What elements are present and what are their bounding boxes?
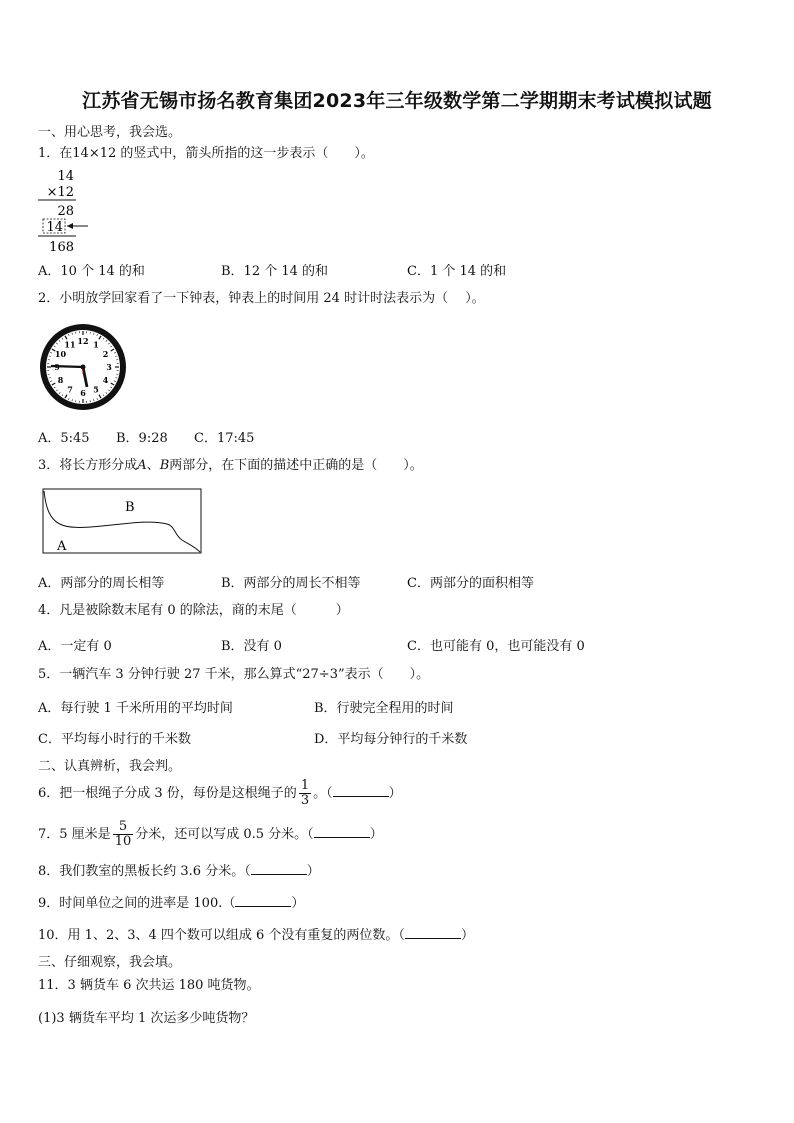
q3-option-a[interactable]: A．两部分的周长相等 (38, 576, 165, 591)
q3-option-c[interactable]: C．两部分的面积相等 (407, 576, 534, 591)
q2-option-b[interactable]: B．9:28 (116, 431, 168, 446)
answer-blank-9[interactable] (235, 894, 291, 907)
clock-number: 6 (80, 388, 86, 398)
clock-number: 3 (106, 362, 112, 372)
dividing-curve (44, 491, 200, 552)
question-11-text: 11．3 辆货车 6 次共运 180 吨货物。 (38, 978, 260, 993)
q5-option-a[interactable]: A．每行驶 1 千米所用的平均时间 (38, 701, 233, 716)
section-1-heading: 一、用心思考，我会选。 (38, 125, 182, 140)
question-7: 7．5 厘米是 $\frac{5}{10}$ 分米，还可以写成 0.5 分米。（ ） (38, 819, 383, 849)
section-2-heading: 二、认真辨析，我会判。 (38, 759, 182, 774)
q4-option-b[interactable]: B．没有 0 (221, 639, 282, 654)
rectangle-outline (43, 489, 201, 553)
page-title: 江苏省无锡市扬名教育集团2023年三年级数学第二学期期末考试模拟试题 (82, 90, 712, 112)
clock-number: 10 (54, 349, 67, 359)
vertical-multiplication-figure (30, 166, 100, 258)
q5-option-b[interactable]: B．行驶完全程用的时间 (314, 701, 454, 716)
clock-number: 7 (67, 384, 73, 395)
part-a-label: A (57, 539, 67, 554)
q1-option-a[interactable]: A．10 个 14 的和 (38, 264, 145, 279)
question-5-text: 5．一辆汽车 3 分钟行驶 27 千米，那么算式“27÷3”表示（ ）。 (38, 667, 430, 682)
q5-option-c[interactable]: C．平均每小时行的千米数 (38, 732, 191, 747)
question-3-text: 3．将长方形分成A、B两部分，在下面的描述中正确的是（ ）。 (38, 458, 423, 473)
q2-option-c[interactable]: C．17:45 (194, 431, 255, 446)
partial-product-1: 28 (57, 204, 74, 219)
q1-option-b[interactable]: B．12 个 14 的和 (221, 264, 329, 279)
product: 168 (49, 240, 74, 255)
clock-number: 1 (93, 339, 99, 350)
clock-figure (37, 322, 129, 412)
arrow-head-icon (67, 223, 73, 229)
q2-option-a[interactable]: A．5:45 (38, 431, 90, 446)
question-6: 6．把一根绳子分成 3 份，每份是这根绳子的 $\frac{1}{3}$ 。（ ） (38, 778, 402, 808)
answer-blank-10[interactable] (405, 926, 461, 939)
clock-number: 12 (77, 336, 89, 346)
question-11-sub-1: (1)3 辆货车平均 1 次运多少吨货物？ (38, 1011, 255, 1026)
minute-hand (51, 366, 83, 367)
clock-center (81, 365, 86, 370)
clock-number: 8 (57, 375, 64, 385)
q4-option-a[interactable]: A．一定有 0 (38, 639, 112, 654)
fraction-five-tenths: $\frac{5}{10}$ (114, 819, 132, 849)
q4-option-c[interactable]: C．也可能有 0，也可能没有 0 (407, 639, 585, 654)
section-3-heading: 三、仔细观察，我会填。 (38, 955, 182, 970)
clock-number: 2 (102, 349, 109, 359)
clock-number: 11 (64, 339, 76, 350)
partial-product-2: 14 (46, 220, 63, 235)
question-1-text: 1．在14×12 的竖式中，箭头所指的这一步表示（ ）。 (38, 146, 374, 161)
question-8: 8．我们教室的黑板长约 3.6 分米。（ ） (38, 864, 320, 879)
rectangle-figure (42, 488, 204, 556)
part-b-label: B (125, 500, 135, 515)
fraction-one-third: $\frac{1}{3}$ (300, 778, 310, 808)
q1-option-c[interactable]: C．1 个 14 的和 (407, 264, 507, 279)
answer-blank-8[interactable] (251, 862, 307, 875)
question-2-text: 2．小明放学回家看了一下钟表，钟表上的时间用 24 时计时法表示为（ ）。 (38, 291, 485, 306)
question-4-text: 4．凡是被除数末尾有 0 的除法，商的末尾（ ） (38, 603, 349, 618)
clock-number: 4 (102, 375, 109, 385)
multiplier: ×12 (46, 185, 74, 200)
answer-blank-7[interactable] (314, 825, 370, 838)
question-10: 10．用 1、2、3、4 四个数可以组成 6 个没有重复的两位数。（ ） (38, 928, 474, 943)
question-9: 9．时间单位之间的进率是 100.（ ） (38, 896, 305, 911)
q5-option-d[interactable]: D．平均每分钟行的千米数 (314, 732, 468, 747)
answer-blank-6[interactable] (333, 784, 389, 797)
clock-number: 5 (93, 384, 99, 395)
q3-option-b[interactable]: B．两部分的周长不相等 (221, 576, 361, 591)
multiplicand: 14 (57, 169, 74, 184)
